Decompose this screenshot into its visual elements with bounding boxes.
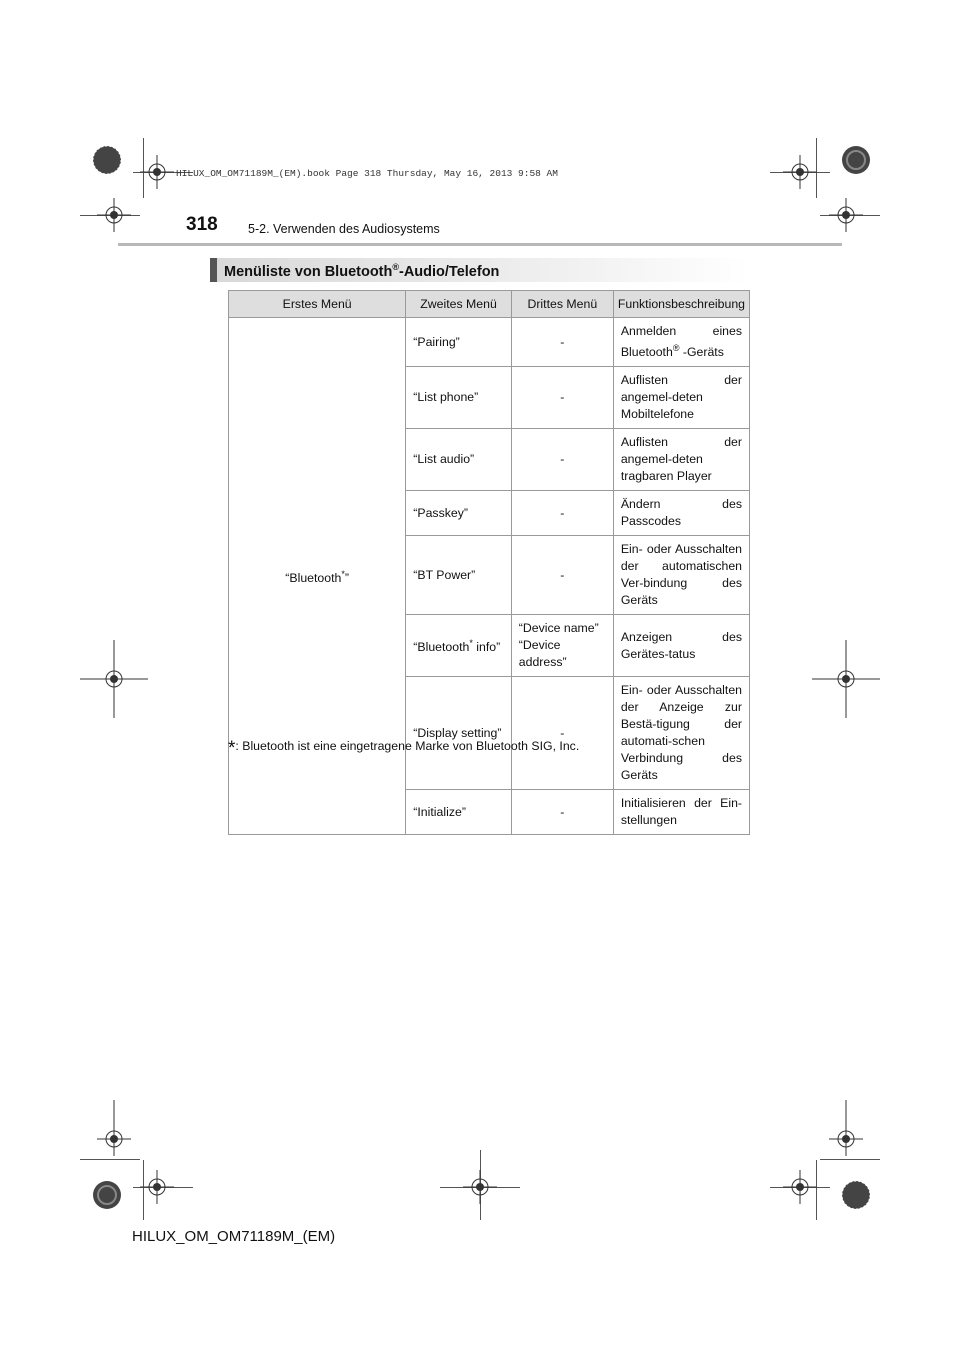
third-menu-cell: - [511,536,613,615]
first-menu-close: ” [344,570,349,585]
second-menu-cell [406,615,511,677]
footnote-star: * [469,638,473,649]
third-menu-item: “Device address” [518,638,567,670]
second-menu-cell: “Initialize” [406,790,511,835]
registration-target-icon [97,1100,131,1156]
description-cell: Initialisieren der Ein-stellungen [613,790,749,835]
first-menu-cell [229,318,406,835]
print-info-slug: HILUX_OM_OM71189M_(EM).book Page 318 Thursday, May 16, 2013 9:58 AM [176,168,558,179]
second-menu-cell: “List audio” [406,429,511,491]
first-menu-text: “Bluetooth [285,570,342,585]
second-menu-cell: “Passkey” [406,491,511,536]
third-menu-cell: - [511,677,613,790]
starburst-icon [93,146,121,174]
second-menu-text: “Bluetooth [413,640,470,655]
third-menu-cell: - [511,790,613,835]
third-menu-item: “Device name” [518,621,599,636]
header-rule [118,243,842,246]
table-header-row [229,291,750,318]
heading-accent [210,258,217,282]
second-menu-cell: “List phone” [406,367,511,429]
registered-mark: ® [392,262,399,272]
footnote-star: * [341,568,345,579]
third-menu-cell: - [511,429,613,491]
third-menu-cell [511,615,613,677]
column-header: Drittes Menü [511,291,613,318]
column-header: Funktionsbeschreibung [613,291,749,318]
trademark-footnote [228,734,580,759]
third-menu-cell: - [511,318,613,367]
description-cell: Auflisten der angemel-deten tragbaren Player [613,429,749,491]
description-cell [613,318,749,367]
section-title: 5-2. Verwenden des Audiosystems [248,222,440,236]
footnote-text: : Bluetooth ist eine eingetragene Marke von Bluetooth SIG, Inc. [235,739,580,753]
second-menu-cell: “BT Power” [406,536,511,615]
heading-title [224,262,499,280]
starburst-icon [93,1181,121,1209]
footnote-star: * [228,738,236,759]
registered-mark: ® [672,343,680,353]
column-header: Erstes Menü [229,291,406,318]
second-menu-cell: “Pairing” [406,318,511,367]
third-menu-cell: - [511,491,613,536]
starburst-icon [842,1181,870,1209]
page-number: 318 [186,214,218,235]
column-header: Zweites Menü [406,291,511,318]
description-text: -Geräts [679,345,724,360]
description-cell: Auflisten der angemel-deten Mobiltelefone [613,367,749,429]
third-menu-cell: - [511,367,613,429]
description-text: Anmelden eines Bluetooth [620,324,742,360]
second-menu-text: info” [472,640,501,655]
description-cell: Ändern des Passcodes [613,491,749,536]
footer-document-id: HILUX_OM_OM71189M_(EM) [132,1228,336,1245]
description-cell: Anzeigen des Gerätes-tatus [613,615,749,677]
second-menu-cell: “Display setting” [406,677,511,790]
starburst-icon [842,146,870,174]
description-cell: Ein- oder Ausschalten der Anzeige zur Bestä-tigung der automati-schen Verbindung des Geräts [613,677,749,790]
table-row [229,318,750,367]
description-cell: Ein- oder Ausschalten der automatischen Ver-bindung des Geräts [613,536,749,615]
heading-text: Menüliste von Bluetooth [224,263,393,280]
heading-suffix: -Audio/Telefon [399,263,500,280]
registration-target-icon [829,1100,863,1156]
menu-list-heading [210,258,750,282]
